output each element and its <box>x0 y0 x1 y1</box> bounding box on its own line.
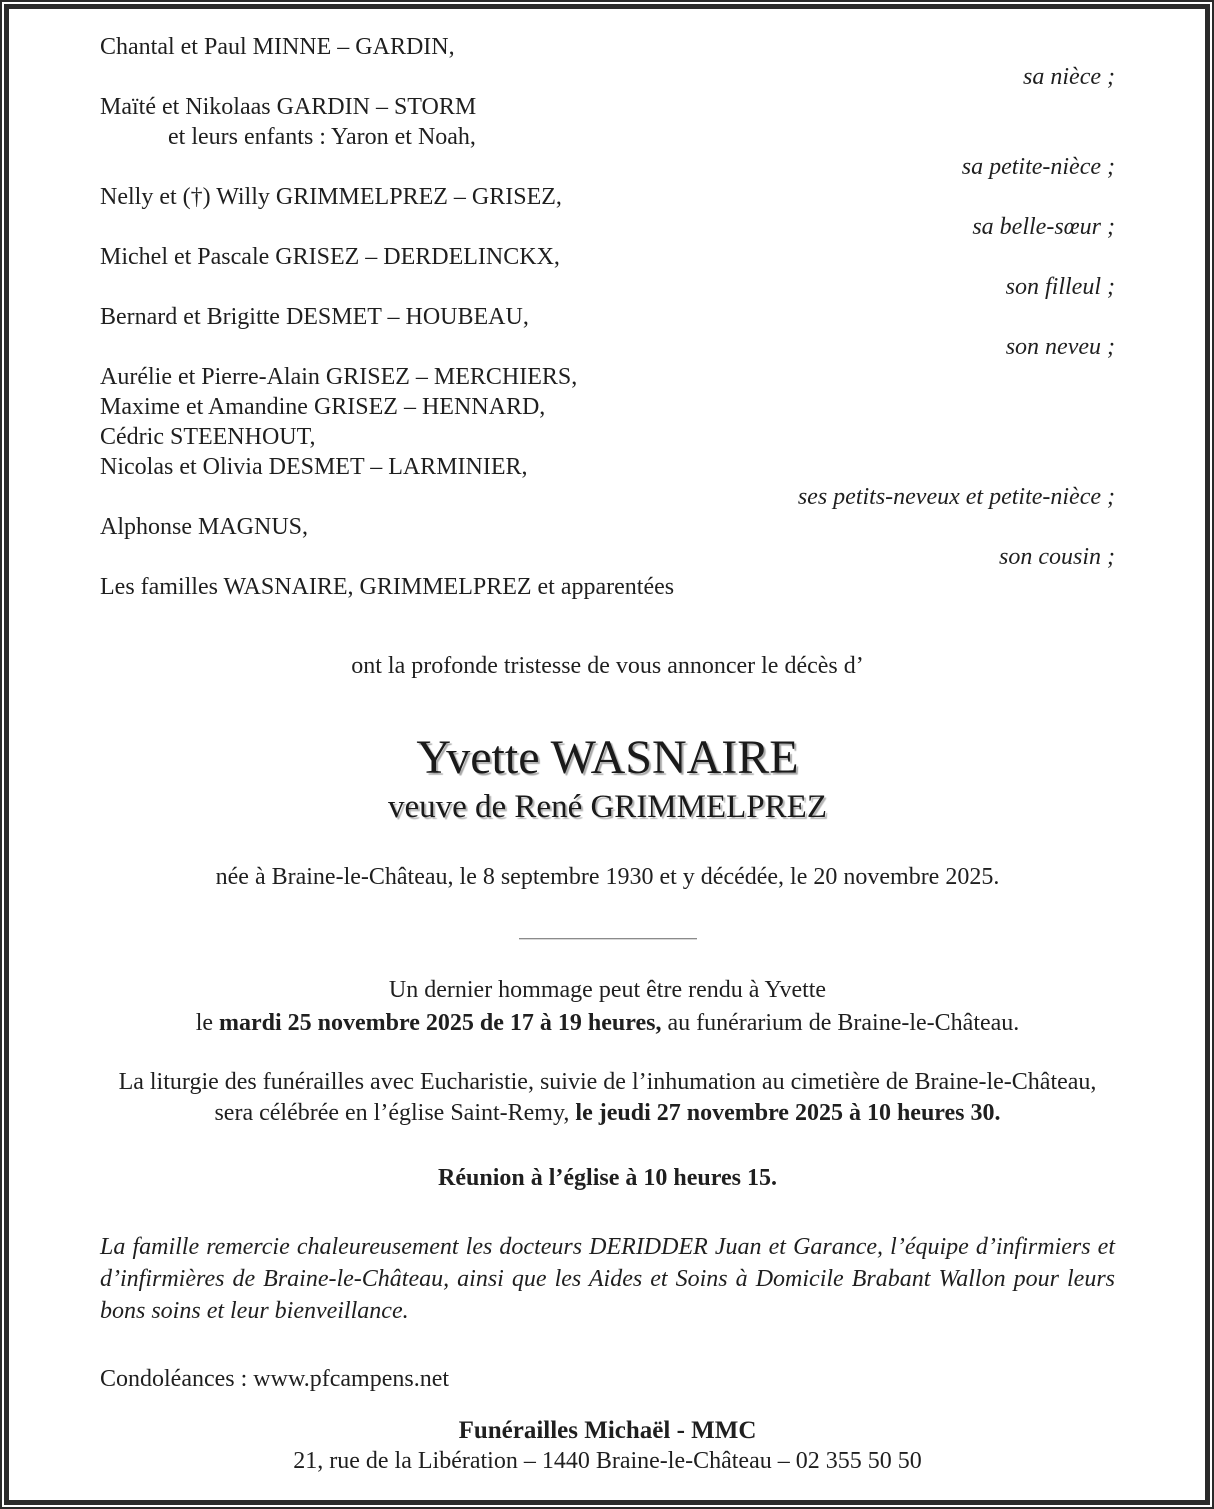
funeral-home-name: Funérailles Michaël - MMC <box>458 1417 757 1444</box>
liturgy-line2-prefix: sera célébrée en l’église Saint-Remy, <box>214 1100 576 1126</box>
deceased-name: Yvette WASNAIRE <box>416 731 799 784</box>
family-line: Maxime et Amandine GRISEZ – HENNARD, <box>100 394 546 420</box>
tribute-line2-suffix: au funérarium de Braine-le-Château. <box>661 1010 1020 1036</box>
page-content <box>9 9 1205 1476</box>
announcement-intro: ont la profonde tristesse de vous annoncer le décès d’ <box>351 653 864 679</box>
relation-label: sa nièce ; <box>1023 64 1115 90</box>
relation-label: ses petits-neveux et petite-nièce ; <box>797 484 1115 510</box>
liturgy-line1: La liturgie des funérailles avec Eucharistie, suivie de l’inhumation au cimetière de Braine-le-Château, <box>118 1069 1097 1095</box>
section-divider <box>519 938 697 940</box>
family-line: Bernard et Brigitte DESMET – HOUBEAU, <box>100 304 529 330</box>
life-dates: née à Braine-le-Château, le 8 septembre 1930 et y décédée, le 20 novembre 2025. <box>215 864 1000 890</box>
liturgy-line2-bold: le jeudi 27 novembre 2025 à 10 heures 30. <box>575 1100 1001 1126</box>
family-line: Maïté et Nikolaas GARDIN – STORM <box>100 94 477 120</box>
meeting-line: Réunion à l’église à 10 heures 15. <box>438 1165 777 1191</box>
family-line: Les familles WASNAIRE, GRIMMELPREZ et apparentées <box>100 574 675 600</box>
liturgy-block <box>100 1067 1115 1129</box>
condolences-label: Condoléances : <box>100 1366 254 1392</box>
tribute-line1: Un dernier hommage peut être rendu à Yvette <box>388 977 827 1003</box>
family-line: Nelly et (†) Willy GRIMMELPREZ – GRISEZ, <box>100 184 562 210</box>
relation-label: son filleul ; <box>1005 274 1115 300</box>
family-line: Aurélie et Pierre-Alain GRISEZ – MERCHIERS, <box>100 364 578 390</box>
family-line: Nicolas et Olivia DESMET – LARMINIER, <box>100 454 528 480</box>
family-line: et leurs enfants : Yaron et Noah, <box>168 124 476 150</box>
relation-label: sa belle-sœur ; <box>972 214 1115 240</box>
tribute-line2-prefix: le <box>195 1010 220 1036</box>
funeral-home-address: 21, rue de la Libération – 1440 Braine-le-Château – 02 355 50 50 <box>293 1448 922 1474</box>
deceased-subtitle: veuve de René GRIMMELPREZ <box>387 789 827 825</box>
family-line: Michel et Pascale GRISEZ – DERDELINCKX, <box>100 244 560 270</box>
relation-label: son neveu ; <box>1005 334 1115 360</box>
family-list <box>100 32 1115 602</box>
condolences-line <box>100 1364 1115 1394</box>
liturgy-line2 <box>100 1098 1115 1129</box>
relation-label: sa petite-nièce ; <box>961 154 1115 180</box>
tribute-line2-bold: mardi 25 novembre 2025 de 17 à 19 heures, <box>219 1010 662 1036</box>
family-line: Alphonse MAGNUS, <box>100 514 309 540</box>
condolences-website: www.pfcampens.net <box>253 1366 450 1392</box>
tribute-line2 <box>100 1007 1115 1040</box>
relation-label: son cousin ; <box>999 544 1115 570</box>
family-line: Chantal et Paul MINNE – GARDIN, <box>100 34 455 60</box>
page-border-frame <box>4 4 1210 1505</box>
tribute-block <box>100 974 1115 1040</box>
thanks-paragraph: La famille remercie chaleureusement les docteurs DERIDDER Juan et Garance, l’équipe d’infirmiers et d’infirmières de Braine-le-Château, ainsi que les Aides et Soins à Domicile Brabant Wallon pour leurs bons soins et leur bienveillance. <box>100 1234 1115 1324</box>
family-line: Cédric STEENHOUT, <box>100 424 316 450</box>
